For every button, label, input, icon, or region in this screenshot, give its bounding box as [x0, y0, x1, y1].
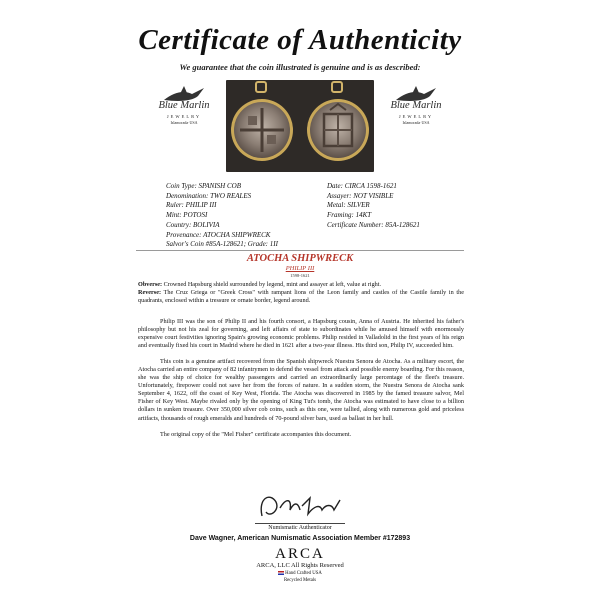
usa-flag-icon	[278, 571, 284, 575]
recycled-line: Recycled Metals	[283, 578, 317, 583]
signature-line	[255, 523, 345, 524]
brand-name: Blue Marlin	[158, 100, 210, 111]
brand-logo-left	[144, 86, 224, 136]
brand-logo-right	[376, 86, 456, 136]
reverse-description	[138, 289, 464, 305]
history-text	[138, 318, 464, 439]
obverse-text: Crowned Hapsburg shield surrounded by legend, mint and assayer at left, value at right.	[163, 281, 382, 288]
authenticator-role: Numismatic Authenticator	[268, 525, 332, 531]
detail-metal: Metal: SILVER	[327, 201, 370, 210]
details-left-column	[166, 182, 278, 250]
certificate-subtitle: We guarantee that the coin illustrated is genuine and is as described:	[179, 62, 421, 72]
reverse-label: Reverse:	[138, 289, 162, 296]
paragraph-philip: Philip III was the son of Philip II and his fourth consort, a Hapsburg cousin, Anna of Austria. He inherited his father's philosophy but not his zeal for governing, and left affairs of state to subordinates while he amused himself with enormously expensive court festivities ignoring Spain's growing economic problems. Philip resided in Valladolid in the first years of his reign and eventually fixed his court in Madrid where he died in 1621 after a two-year illness. His third son, Philip IV, succeeded him.	[138, 318, 464, 350]
section-ruler: PHILIP III	[285, 265, 315, 272]
coin-pendants-image	[226, 80, 374, 172]
detail-coin-type: Coin Type: SPANISH COB	[166, 182, 241, 190]
detail-ruler: Ruler: PHILIP III	[166, 201, 217, 210]
detail-salvor-coin: Salvor's Coin #85A-128621; Grade: 1II	[166, 240, 278, 249]
arca-rights: ARCA, LLC All Rights Reserved	[256, 562, 344, 569]
certificate-title: Certificate of Authenticity	[138, 24, 462, 56]
handcrafted-text: Hand Crafted USA	[285, 571, 322, 577]
obverse-description	[138, 281, 464, 289]
detail-assayer: Assayer: NOT VISIBLE	[327, 191, 394, 200]
paragraph-original-copy: The original copy of the "Mel Fisher" certificate accompanies this document.	[160, 430, 352, 438]
paragraph-atocha: This coin is a genuine artifact recovered from the Spanish shipwreck Nuestra Senora de Atocha. As a military escort, the Atocha carried an entire company of 82 infantrymen to defend the vessel from attack and possible enemy boarding. For this reason, she was the ship of choice for wealthy passengers and carried an extraordinarily large percentage of the fleet's treasure. Unfortunately, firepower could not save her from the forces of nature. In a sudden storm, the Nuestra Senora de Atocha sank September 4, 1622, off the coast of Key West, Florida. The Atocha was discovered in 1985 by the famed treasure salvor, Mel Fisher of Key West. Maybe rivaled only by the opening of King Tut's tomb, the Atocha was estimated to have close to a billion dollars in sunken treasure. Over 350,000 silver cob coins, such as this one, were tallied, along with numerous gold and priceless artifacts, thousands of rough emeralds and hundreds of 70-pound silver bars, used as ballast in her hull.	[138, 358, 464, 422]
section-headline: ATOCHA SHIPWRECK	[246, 253, 354, 264]
detail-country: Country: BOLIVIA	[166, 220, 220, 229]
brand-location: Islamorada·USA	[170, 120, 198, 125]
section-years: 1598-1621	[290, 273, 310, 278]
detail-denomination: Denomination: TWO REALES	[166, 191, 252, 200]
brand-sub: JEWELRY	[166, 114, 202, 119]
detail-mint: Mint: POTOSI	[166, 211, 208, 220]
brand-sub: JEWELRY	[398, 114, 434, 119]
reverse-text: The Cruz Griega or "Greek Cross" with rampant lions of the Leon family and castles of the Castile family in the quadrants, enclosed within a tressure or ornate border, legend around.	[138, 289, 464, 304]
detail-provenance: Provenance: ATOCHA SHIPWRECK	[166, 230, 271, 239]
arca-logo: ARCA	[275, 546, 325, 562]
obverse-label: Obverse:	[138, 281, 163, 288]
handcrafted-line	[0, 571, 600, 576]
detail-framing: Framing: 14KT	[327, 211, 372, 220]
signature-graphic	[240, 488, 360, 524]
coin-photograph	[226, 80, 374, 172]
divider-top	[136, 250, 464, 251]
brand-location: Islamorada·USA	[402, 120, 430, 125]
brand-name: Blue Marlin	[390, 100, 442, 111]
authenticator-name: Dave Wagner, American Numismatic Association Member #172893	[189, 535, 411, 542]
detail-date: Date: CIRCA 1598-1621	[327, 182, 397, 190]
detail-certificate-number: Certificate Number: 85A-128621	[327, 220, 420, 229]
details-right-column	[327, 182, 420, 231]
